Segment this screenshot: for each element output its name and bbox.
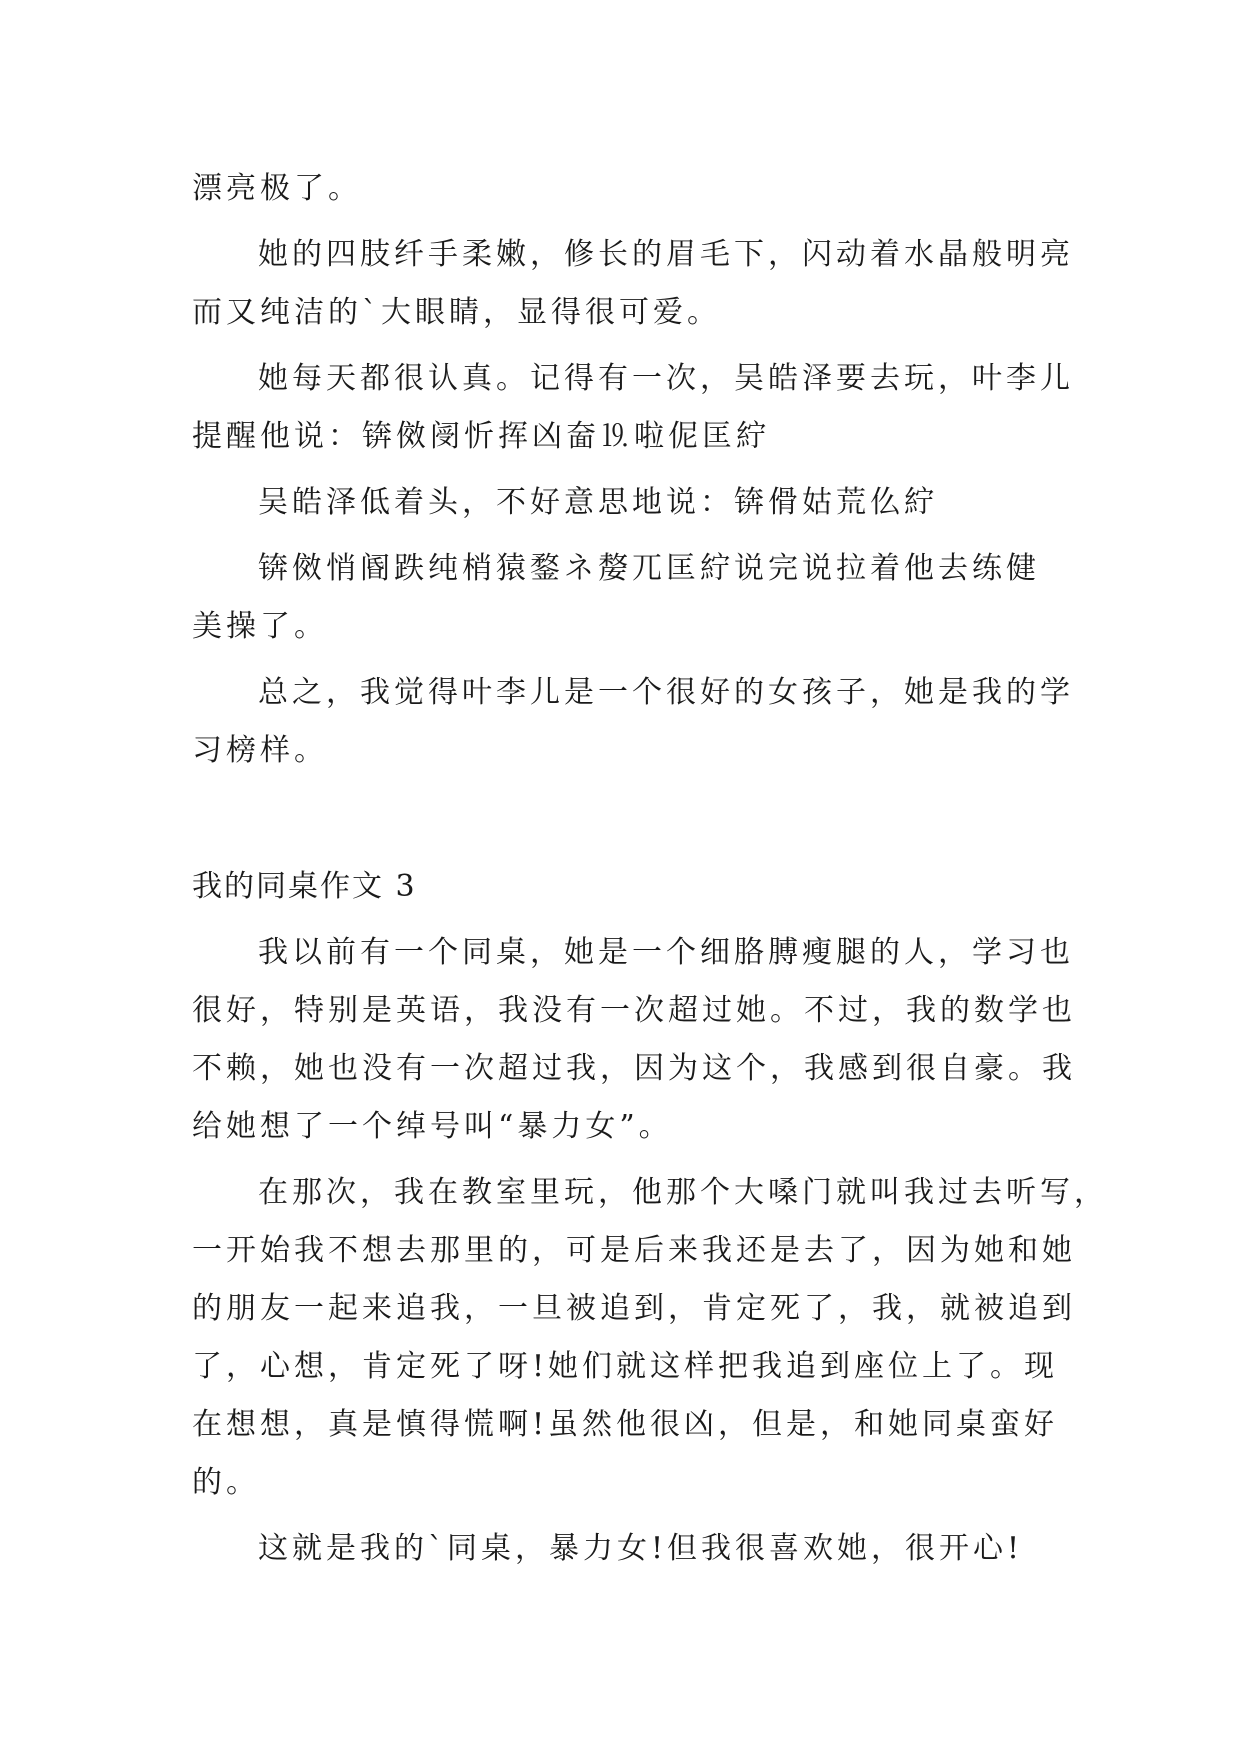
fragment-paragraph (192, 160, 1062, 218)
paragraph-exercise (192, 540, 1062, 656)
paragraph-conclusion (192, 664, 1074, 780)
text-line: 吴皓泽低着头，不好意思地说：锛傦姑荒仫紵 (258, 485, 938, 520)
text-line: 漂亮极了。 (192, 171, 362, 206)
text-line: 她的四肢纤手柔嫩，修长的眉毛下，闪动着水晶般明亮 (258, 237, 1074, 272)
paragraph-appearance (192, 226, 1074, 342)
text-line: 一开始我不想去那里的，可是后来我还是去了，因为她和她 (192, 1233, 1076, 1268)
paragraph-serious (192, 350, 1074, 466)
paragraph-reply (192, 474, 1062, 532)
text-line: 美操了。 (192, 609, 328, 644)
text-line: 我以前有一个同桌，她是一个细胳膊瘦腿的人，学习也 (258, 935, 1074, 970)
text-line: 给她想了一个绰号叫“暴力女”。 (192, 1109, 673, 1144)
text-line: 她每天都很认真。记得有一次，吴皓泽要去玩，叶李儿 (258, 361, 1074, 396)
paragraph-deskmate-story (192, 1164, 1108, 1512)
text-line: 提醒他说：锛傚阌忻挥凶奤⒚啦伲匡紵 (192, 419, 770, 454)
text-line: 了，心想，肯定死了呀!她们就这样把我追到座位上了。现 (192, 1349, 1059, 1384)
document-body (192, 160, 1108, 1586)
text-line: 总之，我觉得叶李儿是一个很好的女孩子，她是我的学 (258, 675, 1074, 710)
text-line: 在那次，我在教室里玩，他那个大嗓门就叫我过去听写， (258, 1175, 1108, 1210)
text-line: 锛傚悄阍跌纯梢猿鍪ネ嫠兀匡紵说完说拉着他去练健 (258, 551, 1040, 586)
paragraph-deskmate-ending (192, 1520, 1062, 1578)
text-line: 的朋友一起来追我，一旦被追到，肯定死了，我，就被追到 (192, 1291, 1076, 1326)
text-line: 不赖，她也没有一次超过我，因为这个，我感到很自豪。我 (192, 1051, 1076, 1086)
text-line: 习榜样。 (192, 733, 328, 768)
text-line: 很好，特别是英语，我没有一次超过她。不过，我的数学也 (192, 993, 1076, 1028)
section-spacer (192, 788, 1062, 858)
section-title: 我的同桌作文 3 (192, 869, 417, 904)
text-line: 这就是我的`同桌，暴力女!但我很喜欢她，很开心! (258, 1531, 1024, 1566)
text-line: 而又纯洁的`大眼睛，显得很可爱。 (192, 295, 721, 330)
text-line: 的。 (192, 1465, 260, 1500)
text-line: 在想想，真是慎得慌啊!虽然他很凶，但是，和她同桌蛮好 (192, 1407, 1059, 1442)
paragraph-deskmate-intro (192, 924, 1076, 1156)
